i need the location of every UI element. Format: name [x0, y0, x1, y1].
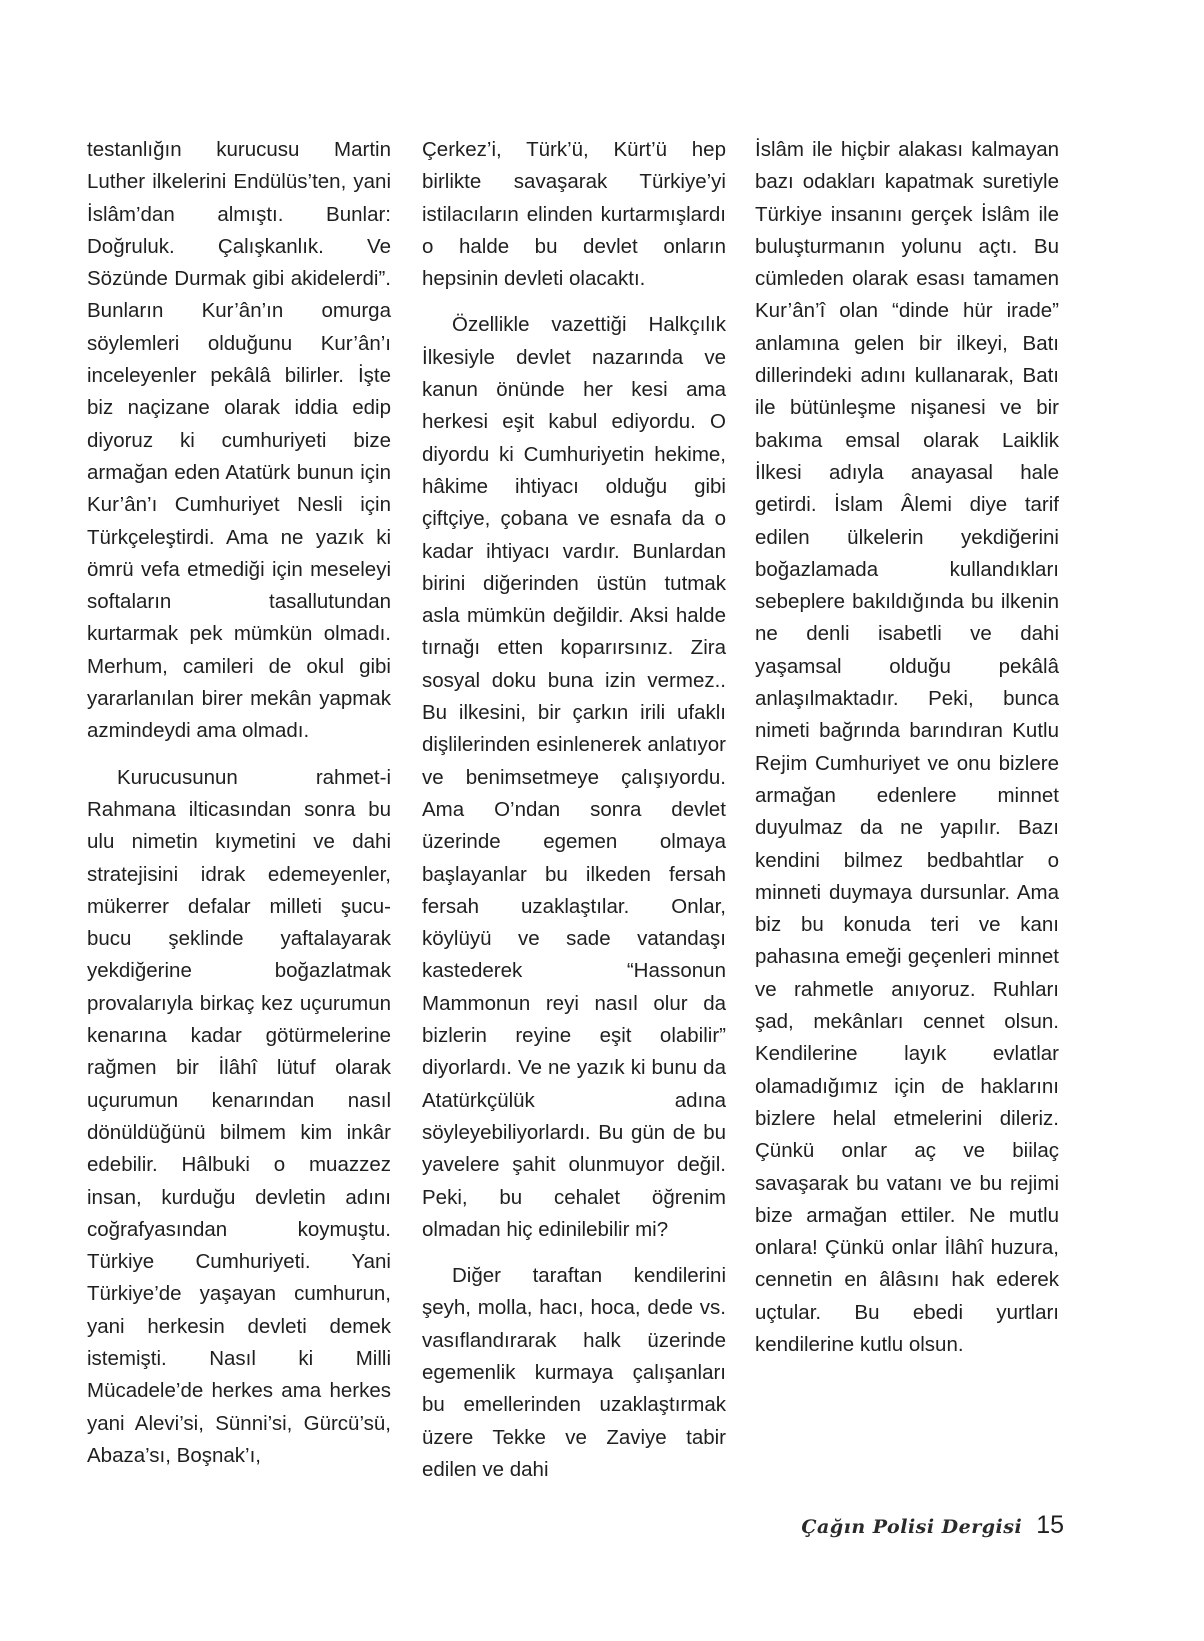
- paragraph: Kurucusunun rahmet-i Rahmana ilticasından sonra bu ulu nimetin kıymetini ve dahi stratejisini idrak edemeyenler, mükerrer defalar milleti şucu-bucu şeklinde yaftalayarak yekdiğerine boğazlatmak provalarıyla birkaç kez uçurumun kenarına kadar götürmelerine rağmen bir İlâhî lütuf olarak uçurumun kenarından nasıl dönüldüğünü bilmem kim inkâr edebilir. Hâlbuki o muazzez insan, kurduğu devletin adını coğrafyasından koymuştu. Türkiye Cumhuriyeti. Yani Türkiye’de yaşayan cumhurun, yani herkesin devleti demek istemişti. Nasıl ki Milli Mücadele’de herkes ama herkes yani Alevi’si, Sünni’si, Gürcü’sü, Abaza’sı, Boşnak’ı,: [87, 765, 391, 1467]
- text-column-2: [422, 134, 726, 1500]
- text-column-3: [755, 134, 1059, 1375]
- paragraph: Diğer taraftan kendilerini şeyh, molla, hacı, hoca, dede vs. vasıflandırarak halk üzerinde egemenlik kurmaya çalışanları bu emellerinden uzaklaştırmak üzere Tekke ve Zaviye tabir edilen ve dahi: [422, 1264, 726, 1481]
- paragraph: testanlığın kurucusu Martin Luther ilkelerini Endülüs’ten, yani İslâm’dan almıştı. Bunlar: Doğruluk. Çalışkanlık. Ve Sözünde Durmak gibi akidelerdi”. Bunların Kur’ân’ın omurga söylemleri olduğunu Kur’ân’ı inceleyenler pekâlâ bilirler. İşte biz naçizane olarak iddia edip diyoruz ki cumhuriyeti bize armağan eden Atatürk bunun için Kur’ân’ı Cumhuriyet Nesli için Türkçeleştirdi. Ama ne yazık ki ömrü vefa etmediği için meseleyi softaların tasallutundan kurtarmak pek mümkün olmadı. Merhum, camileri de okul gibi yararlanılan birer mekân yapmak azmindeydi ama olmadı.: [87, 138, 391, 743]
- paragraph: Özellikle vazettiği Halkçılık İlkesiyle devlet nazarında ve kanun önünde her kesi ama herkesi eşit kabul ediyordu. O diyordu ki Cumhuriyetin hekime, hâkime ihtiyacı olduğu gibi çiftçiye, çobana ve esnafa da o kadar ihtiyacı vardır. Bunlardan birini diğerinden üstün tutmak asla mümkün değildir. Aksi halde tırnağı etten koparırsınız. Zira sosyal doku buna izin vermez.. Bu ilkesini, bir çarkın irili ufaklı dişlilerinden esinlenerek anlatıyor ve benimsetmeye çalışıyordu. Ama O’ndan sonra devlet üzerinde egemen olmaya başlayanlar bu ilkeden fersah fersah uzaklaştılar. Onlar, köylüyü ve sade vatandaşı kastederek “Hassonun Mammonun reyi nasıl olur da bizlerin reyine eşit olabilir” diyorlardı. Ve ne yazık ki bunu da Atatürkçülük adına söyleyebiliyorlardı. Bu gün de bu yavelere şahit olunmuyor değil. Peki, bu cehalet öğrenim olmadan hiç edinilebilir mi?: [422, 313, 726, 1241]
- page-number: 15: [1036, 1511, 1064, 1539]
- magazine-title: Çağın Polisi Dergisi: [801, 1516, 1023, 1538]
- page-footer: [801, 1511, 1064, 1551]
- paragraph: Çerkez’i, Türk’ü, Kürt’ü hep birlikte savaşarak Türkiye’yi istilacıların elinden kurtarmışlardı o halde bu devlet onların hepsinin devleti olacaktı.: [422, 138, 726, 291]
- paragraph: İslâm ile hiçbir alakası kalmayan bazı odakları kapatmak suretiyle Türkiye insanını gerçek İslâm ile buluşturmanın yolunu açtı. Bu cümleden olarak esası tamamen Kur’ân’î olan “dinde hür irade” anlamına gelen bir ilkeyi, Batı dillerindeki adını kullanarak, Batı ile bütünleşme nişanesi ve bir bakıma emsal olarak Laiklik İlkesi adıyla anayasal hale getirdi. İslam Âlemi diye tarif edilen ülkelerin yekdiğerini boğazlamada kullandıkları sebeplere bakıldığında bu ilkenin ne denli isabetli ve dahi yaşamsal olduğu pekâlâ anlaşılmaktadır. Peki, bunca nimeti bağrında barındıran Kutlu Rejim Cumhuriyet ve onu bizlere armağan edenlere minnet duyulmaz da ne yapılır. Bazı kendini bilmez bedbahtlar o minneti duymaya dursunlar. Ama biz bu konuda teri ve kanı pahasına emeği geçenleri minnet ve rahmetle anıyoruz. Ruhları şad, mekânları cennet olsun. Kendilerine layık evlatlar olamadığımız için de haklarını bizlere helal etmelerini dileriz. Çünkü onlar aç ve biilaç savaşarak bu vatanı ve bu rejimi bize armağan ettiler. Ne mutlu onlara! Çünkü onlar İlâhî huzura, cennetin en âlâsını hak ederek uçtular. Bu ebedi yurtları kendilerine kutlu olsun.: [755, 138, 1059, 1356]
- text-column-1: [87, 134, 391, 1486]
